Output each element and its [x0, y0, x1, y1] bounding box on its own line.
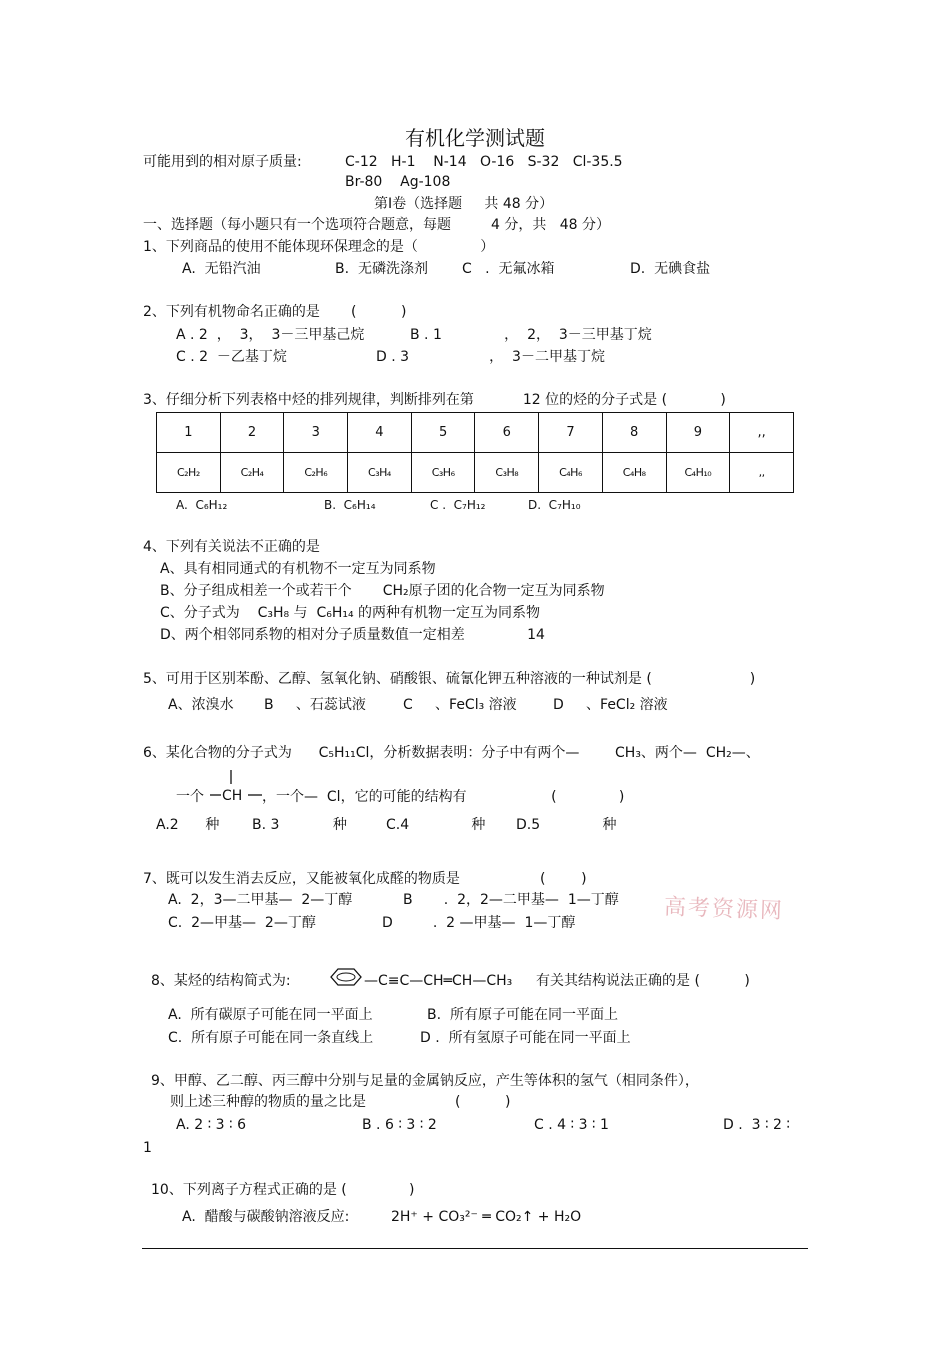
- q9-option-d-wrap: 1: [143, 1140, 152, 1156]
- q9-option-d: D . 3 ∶ 2 ∶: [723, 1117, 791, 1133]
- q5-stem: 5、可用于区别苯酚、乙醇、氢氧化钠、硝酸银、硫氰化钾五种溶液的一种试剂是 ( ): [143, 671, 756, 687]
- table-cell: ,,: [730, 413, 794, 453]
- table-cell: C₃H₄: [348, 453, 412, 493]
- atomic-mass-label: 可能用到的相对原子质量:: [143, 154, 302, 170]
- q1-option-d: D. 无碘食盐: [630, 261, 711, 277]
- q1-option-a: A. 无铅汽油: [182, 261, 261, 277]
- table-cell: 7: [539, 413, 603, 453]
- ch-label: CH: [222, 788, 243, 804]
- q2-option-c: C . 2 －乙基丁烷: [176, 349, 287, 365]
- q7-option-a: A. 2，3—二甲基— 2—丁醇: [168, 892, 353, 908]
- q10-stem: 10、下列离子方程式正确的是 ( ): [151, 1182, 415, 1198]
- q9-option-a: A. 2 ∶ 3 ∶ 6: [176, 1117, 247, 1133]
- q7-option-b: B . 2，2—二甲基— 1—丁醇: [403, 892, 619, 908]
- q6-option-a: A.2 种: [156, 817, 220, 833]
- section1-heading: 一、选择题（每小题只有一个选项符合题意，每题 4 分，共 48 分）: [143, 217, 611, 233]
- q2-option-d: D . 3 ， 3－二甲基丁烷: [376, 349, 605, 365]
- table-cell: 3: [284, 413, 348, 453]
- table-cell: C₄H₈: [602, 453, 666, 493]
- q8-option-c: C. 所有原子可能在同一条直线上: [168, 1030, 374, 1046]
- q10-option-a-label: A. 醋酸与碳酸钠溶液反应:: [182, 1209, 350, 1225]
- q9-option-c: C . 4 ∶ 3 ∶ 1: [534, 1117, 609, 1133]
- q8-structure: —C≡C—CH═CH—CH₃: [364, 973, 513, 989]
- table-cell: C₄H₁₀: [666, 453, 730, 493]
- watermark: 高考资源网: [663, 894, 785, 925]
- q4-option-b: B、分子组成相差一个或若干个 CH₂原子团的化合物一定互为同系物: [160, 583, 605, 599]
- q6-option-d: D.5 种: [516, 817, 617, 833]
- page-title: 有机化学测试题: [405, 126, 545, 150]
- table-cell: ,,: [730, 453, 794, 493]
- q8-stem-prefix: 8、某烃的结构简式为:: [151, 973, 291, 989]
- q6-line2-suffix: ，一个— Cl，它的可能的结构有 ( ): [262, 789, 625, 805]
- q6-stem: 6、某化合物的分子式为 C₅H₁₁Cl，分析数据表明：分子中有两个— CH₃、两个— CH₂—、: [143, 745, 760, 761]
- q8-option-a: A. 所有碳原子可能在同一平面上: [168, 1007, 373, 1023]
- table-row: [157, 453, 794, 493]
- q1-stem: 1、下列商品的使用不能体现环保理念的是（ ）: [143, 239, 495, 255]
- q8-option-d: D . 所有氢原子可能在同一平面上: [420, 1030, 631, 1046]
- table-cell: 2: [220, 413, 284, 453]
- ch-group-structure: [208, 768, 268, 808]
- q1-option-b: B. 无磷洗涤剂: [335, 261, 428, 277]
- table-cell: C₂H₆: [284, 453, 348, 493]
- q4-option-d: D、两个相邻同系物的相对分子质量数值一定相差 14: [160, 627, 545, 643]
- q2-option-a: A . 2 ， 3， 3－三甲基己烷: [176, 327, 365, 343]
- q7-stem: 7、既可以发生消去反应，又能被氧化成醛的物质是 ( ): [143, 871, 587, 887]
- table-cell: 6: [475, 413, 539, 453]
- table-cell: C₄H₆: [539, 453, 603, 493]
- part1-heading: 第Ⅰ卷（选择题 共 48 分）: [374, 196, 554, 212]
- table-cell: C₃H₈: [475, 453, 539, 493]
- table-cell: C₃H₆: [411, 453, 475, 493]
- atomic-mass-row2: Br-80 Ag-108: [345, 174, 451, 190]
- q8-option-b: B. 所有原子可能在同一平面上: [427, 1007, 618, 1023]
- hydrocarbon-table: [156, 412, 794, 493]
- table-cell: C₂H₂: [157, 453, 221, 493]
- q7-option-c: C. 2—甲基— 2—丁醇: [168, 915, 316, 931]
- table-cell: 5: [411, 413, 475, 453]
- q3-option-b: B. C₆H₁₄: [324, 498, 376, 512]
- q3-option-c: C . C₇H₁₂: [430, 498, 486, 512]
- table-cell: 8: [602, 413, 666, 453]
- atomic-mass-row1: C-12 H-1 N-14 O-16 S-32 Cl-35.5: [345, 154, 623, 170]
- q5-option-d: D 、FeCl₂ 溶液: [553, 697, 668, 713]
- q3-option-a: A. C₆H₁₂: [176, 498, 228, 512]
- q3-option-d: D. C₇H₁₀: [528, 498, 581, 512]
- table-row: [157, 413, 794, 453]
- q5-option-b: B 、石蕊试液: [264, 697, 366, 713]
- q6-line2-prefix: 一个: [176, 789, 204, 805]
- q6-option-c: C.4 种: [386, 817, 486, 833]
- q9-option-b: B . 6 ∶ 3 ∶ 2: [362, 1117, 437, 1133]
- table-cell: 1: [157, 413, 221, 453]
- page-bottom-rule: [142, 1248, 808, 1249]
- q8-stem-suffix: 有关其结构说法正确的是 ( ): [536, 973, 750, 989]
- q6-option-b: B. 3 种: [252, 817, 347, 833]
- table-cell: 4: [348, 413, 412, 453]
- q4-option-c: C、分子式为 C₃H₈ 与 C₆H₁₄ 的两种有机物一定互为同系物: [160, 605, 541, 621]
- q9-stem-line1: 9、甲醇、乙二醇、丙三醇中分别与足量的金属钠反应，产生等体积的氢气（相同条件），: [151, 1073, 699, 1089]
- q7-option-d: D . 2 —甲基— 1—丁醇: [382, 915, 576, 931]
- benzene-ring-icon: [328, 966, 364, 988]
- q5-option-a: A、浓溴水: [168, 697, 234, 713]
- table-cell: 9: [666, 413, 730, 453]
- q2-option-b: B . 1 ， 2， 3－三甲基丁烷: [410, 327, 652, 343]
- table-cell: C₂H₄: [220, 453, 284, 493]
- q9-stem-line2: 则上述三种醇的物质的量之比是 ( ): [170, 1094, 511, 1110]
- q10-option-a-equation: 2H⁺ + CO₃²⁻ ═ CO₂↑ + H₂O: [391, 1209, 582, 1225]
- q1-option-c: C . 无氟冰箱: [462, 261, 555, 277]
- q3-stem: 3、仔细分析下列表格中烃的排列规律，判断排列在第 12 位的烃的分子式是 ( ): [143, 392, 726, 408]
- q2-stem: 2、下列有机物命名正确的是 ( ): [143, 304, 407, 320]
- q5-option-c: C 、FeCl₃ 溶液: [403, 697, 517, 713]
- q4-option-a: A、具有相同通式的有机物不一定互为同系物: [160, 561, 436, 577]
- q4-stem: 4、下列有关说法不正确的是: [143, 539, 320, 555]
